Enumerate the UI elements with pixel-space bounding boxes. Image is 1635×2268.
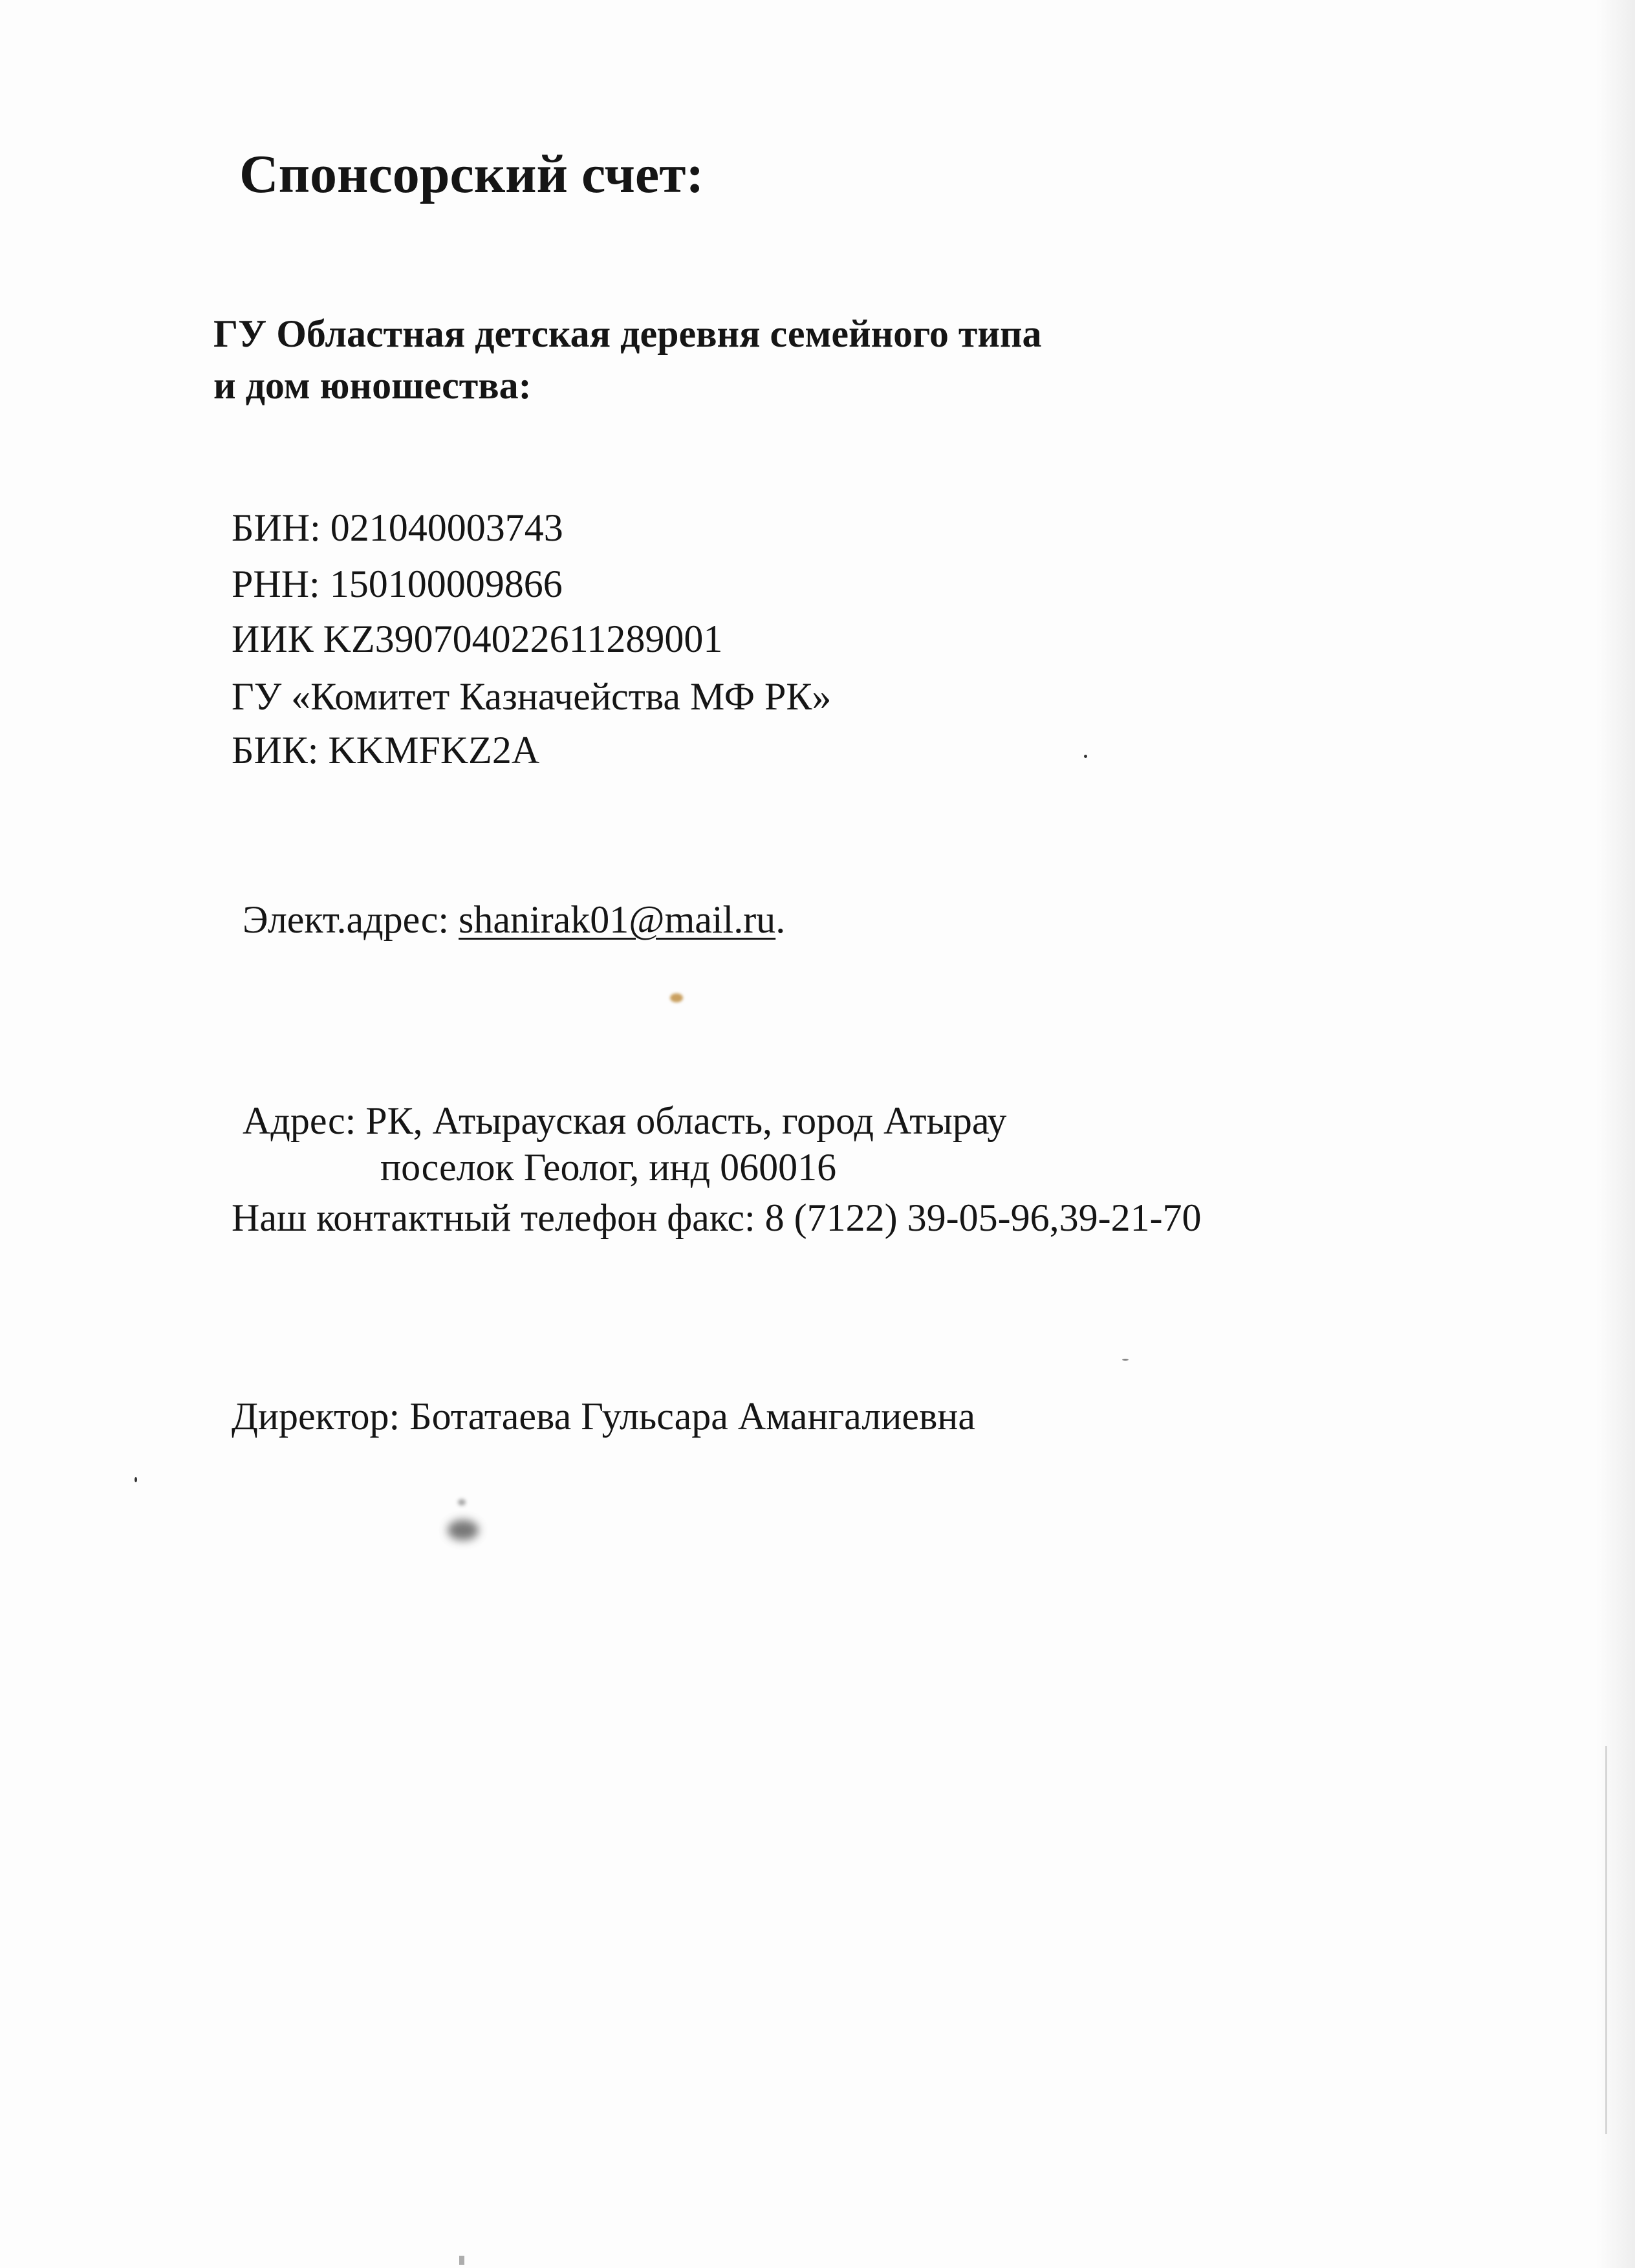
scan-speck	[1084, 755, 1087, 758]
iik-line: ИИК KZ390704022611289001	[232, 618, 723, 660]
organization-name-line-2: и дом юношества:	[213, 364, 532, 407]
address-line-1: Адрес: РК, Атырауская область, город Атырау	[243, 1099, 1007, 1142]
contact-phone-fax: Наш контактный телефон факс: 8 (7122) 39-05-96,39-21-70	[232, 1196, 1202, 1239]
stain-mark	[670, 993, 683, 1002]
ink-speck	[458, 1499, 466, 1506]
scan-speck	[1122, 1359, 1129, 1361]
scan-edge-shadow	[1596, 0, 1635, 2268]
organization-name-line-1: ГУ Областная детская деревня семейного типа	[213, 312, 1042, 355]
director-line: Директор: Ботатаева Гульсара Амангалиевна	[232, 1395, 976, 1438]
scan-edge-line	[1605, 1746, 1607, 2134]
email-trailing-period: .	[775, 898, 786, 941]
scan-speck	[135, 1477, 137, 1482]
email-label: Элект.адрес:	[243, 898, 459, 941]
scan-edge-mark	[459, 2256, 464, 2265]
address-line-2: поселок Геолог, инд 060016	[380, 1146, 837, 1189]
bik-line: БИК: KKMFKZ2A	[232, 729, 540, 772]
rnn-line: РНН: 150100009866	[232, 563, 563, 605]
ink-smudge	[448, 1520, 479, 1540]
document-title: Спонсорский счет:	[239, 144, 704, 204]
email-row	[243, 900, 785, 939]
email-link[interactable]: shanirak01@mail.ru	[459, 898, 776, 941]
bin-line: БИН: 021040003743	[232, 506, 563, 549]
bank-name-line: ГУ «Комитет Казначейства МФ РК»	[232, 675, 832, 718]
